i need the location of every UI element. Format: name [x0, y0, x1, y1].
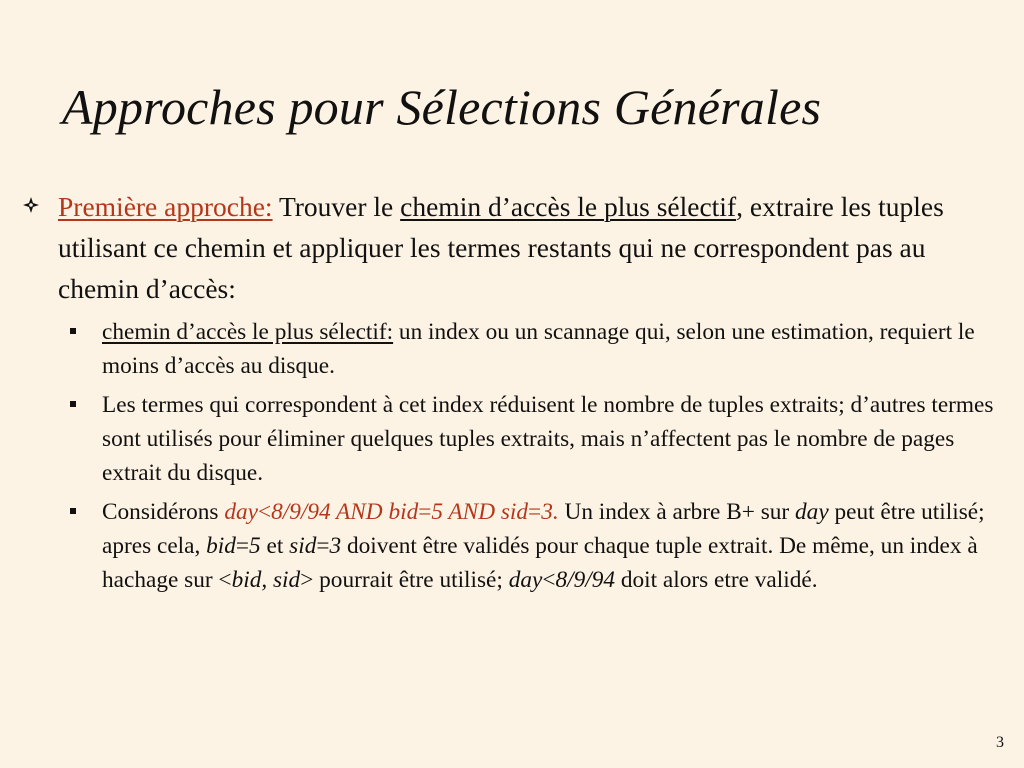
attribute-name: bid, sid: [231, 567, 301, 593]
text-fragment: =: [235, 533, 250, 559]
text-fragment: peut être utilisé; apres cela,: [102, 499, 985, 559]
query-operator: =: [418, 499, 432, 525]
attribute-name: day: [508, 567, 543, 593]
text-fragment: <: [542, 567, 556, 593]
definition-text: un index ou un scannage qui, selon une estimation, requiert le moins d’accès au disque.: [102, 319, 975, 379]
square-bullet-icon: [70, 401, 76, 407]
text-fragment: doit alors etre validé.: [615, 567, 818, 593]
main-text-part-2: , extraire les tuples utilisant ce chemin et appliquer les termes restants qui ne correspondent pas au chemin d’accès:: [58, 191, 944, 304]
sub-bullet-text: Les termes qui correspondent à cet index réduisent le nombre de tuples extraits; d’autres termes sont utilisés pour éliminer quelques tuples extraits, mais n’affectent pas le nombre de pages extrait du disque.: [102, 392, 994, 486]
attribute-value: 5: [249, 533, 261, 559]
text-fragment: =: [316, 533, 330, 559]
main-bullet-point: [22, 186, 997, 309]
sub-bullet-item: [70, 315, 1010, 383]
text-fragment: > pourrait être utilisé;: [300, 567, 509, 593]
attribute-value: 3: [329, 533, 342, 559]
square-bullet-icon: [70, 508, 76, 514]
slide-title: Approches pour Sélections Générales: [62, 79, 822, 135]
page-number: 3: [996, 734, 1004, 751]
sub-bullet-item: [70, 495, 1010, 597]
attribute-name: sid: [289, 533, 317, 559]
attribute-name: bid: [206, 533, 236, 559]
query-attribute: day: [224, 499, 258, 525]
main-text-part-1: Trouver le: [272, 191, 401, 222]
attribute-name: day: [795, 499, 829, 525]
text-fragment: Considérons: [102, 499, 225, 525]
main-point-text: [58, 186, 997, 309]
text-fragment: et: [260, 533, 290, 559]
definition-term: chemin d’accès le plus sélectif:: [102, 319, 394, 345]
query-operator: <: [257, 499, 272, 525]
sub-bullet-list: [70, 315, 1010, 602]
square-bullet-icon: [70, 328, 76, 334]
highlight-term: chemin d’accès le plus sélectif: [400, 191, 737, 222]
sub-bullet-item: [70, 388, 1010, 490]
query-expression: 3.: [541, 499, 559, 525]
text-fragment: Un index à arbre B+ sur: [558, 499, 796, 525]
query-operator: =: [528, 499, 542, 525]
diamond-bullet-icon: [22, 196, 40, 214]
query-expression: 5 AND sid: [431, 499, 529, 525]
query-expression: 8/9/94 AND bid: [271, 499, 419, 525]
text-fragment: doivent être validés pour chaque tuple extrait. De même, un index à hachage sur <: [102, 533, 978, 593]
lead-label: Première approche:: [58, 191, 273, 222]
attribute-value: 8/9/94: [555, 567, 616, 593]
